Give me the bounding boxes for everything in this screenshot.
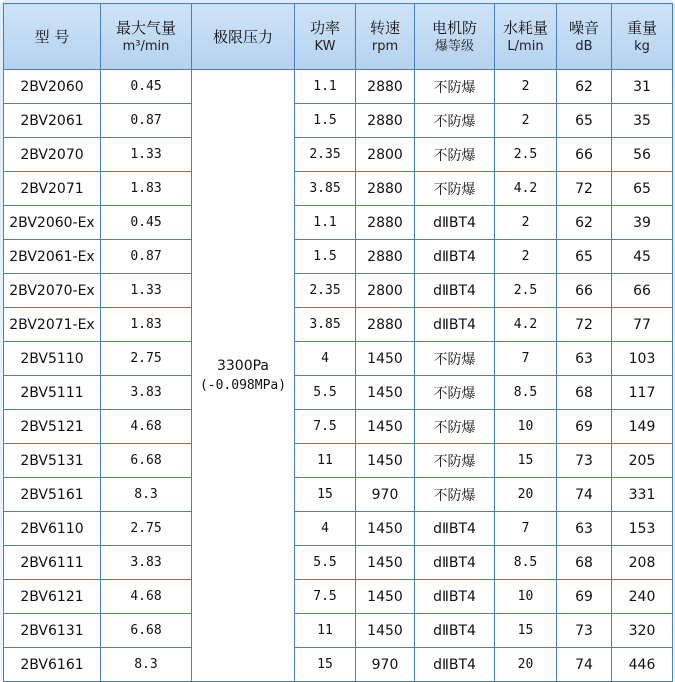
header-ultimate-pressure: 极限压力 (192, 4, 295, 70)
cell-weight: 446 (612, 648, 673, 682)
table-row (4, 580, 673, 614)
cell-power: 1.5 (295, 240, 356, 274)
cell-noise: 73 (557, 614, 612, 648)
cell-weight: 66 (612, 274, 673, 308)
header-speed: 转速 rpm (356, 4, 415, 70)
header-water-consumption: 水耗量 L/min (495, 4, 557, 70)
cell-model: 2BV6161 (4, 648, 101, 682)
table-row (4, 104, 673, 138)
cell-model: 2BV6111 (4, 546, 101, 580)
cell-explosion-grade: 不防爆 (415, 410, 495, 444)
header-noise: 噪音 dB (557, 4, 612, 70)
cell-speed: 2880 (356, 206, 415, 240)
cell-model: 2BV2071-Ex (4, 308, 101, 342)
cell-noise: 62 (557, 206, 612, 240)
cell-weight: 77 (612, 308, 673, 342)
header-model: 型 号 (4, 4, 101, 70)
cell-air-flow: 2.75 (101, 512, 192, 546)
cell-speed: 1450 (356, 410, 415, 444)
cell-air-flow: 1.33 (101, 274, 192, 308)
cell-water: 10 (495, 580, 557, 614)
cell-noise: 68 (557, 546, 612, 580)
table-row (4, 410, 673, 444)
cell-power: 5.5 (295, 376, 356, 410)
cell-ultimate-pressure (192, 70, 295, 682)
cell-power: 5.5 (295, 546, 356, 580)
cell-explosion-grade: dⅡBT4 (415, 546, 495, 580)
cell-air-flow: 3.83 (101, 546, 192, 580)
cell-noise: 66 (557, 274, 612, 308)
cell-speed: 2880 (356, 308, 415, 342)
cell-model: 2BV6110 (4, 512, 101, 546)
cell-weight: 240 (612, 580, 673, 614)
cell-speed: 2880 (356, 240, 415, 274)
cell-power: 7.5 (295, 580, 356, 614)
cell-air-flow: 2.75 (101, 342, 192, 376)
cell-weight: 331 (612, 478, 673, 512)
cell-speed: 1450 (356, 376, 415, 410)
cell-water: 2 (495, 70, 557, 104)
cell-noise: 73 (557, 444, 612, 478)
cell-speed: 1450 (356, 580, 415, 614)
cell-weight: 65 (612, 172, 673, 206)
cell-water: 20 (495, 478, 557, 512)
cell-explosion-grade: 不防爆 (415, 376, 495, 410)
table-row (4, 274, 673, 308)
cell-power: 11 (295, 614, 356, 648)
table-row (4, 376, 673, 410)
cell-model: 2BV2070 (4, 138, 101, 172)
cell-weight: 205 (612, 444, 673, 478)
cell-noise: 62 (557, 70, 612, 104)
cell-speed: 1450 (356, 614, 415, 648)
cell-power: 4 (295, 512, 356, 546)
cell-air-flow: 0.87 (101, 240, 192, 274)
cell-model: 2BV2071 (4, 172, 101, 206)
cell-air-flow: 0.45 (101, 70, 192, 104)
cell-noise: 72 (557, 308, 612, 342)
cell-water: 2.5 (495, 138, 557, 172)
cell-speed: 2800 (356, 274, 415, 308)
cell-explosion-grade: 不防爆 (415, 104, 495, 138)
table-row (4, 138, 673, 172)
cell-weight: 56 (612, 138, 673, 172)
cell-explosion-grade: dⅡBT4 (415, 648, 495, 682)
cell-model: 2BV5110 (4, 342, 101, 376)
pressure-mpa: (-0.098MPa) (199, 377, 287, 393)
cell-water: 2 (495, 206, 557, 240)
cell-power: 7.5 (295, 410, 356, 444)
table-row (4, 478, 673, 512)
cell-speed: 1450 (356, 342, 415, 376)
cell-air-flow: 1.83 (101, 308, 192, 342)
header-weight: 重量 kg (612, 4, 673, 70)
cell-explosion-grade: 不防爆 (415, 342, 495, 376)
cell-power: 15 (295, 478, 356, 512)
cell-explosion-grade: dⅡBT4 (415, 580, 495, 614)
cell-speed: 1450 (356, 546, 415, 580)
cell-model: 2BV5161 (4, 478, 101, 512)
cell-air-flow: 8.3 (101, 478, 192, 512)
cell-explosion-grade: dⅡBT4 (415, 206, 495, 240)
cell-weight: 208 (612, 546, 673, 580)
cell-noise: 63 (557, 512, 612, 546)
table-row (4, 648, 673, 682)
spec-table (3, 3, 673, 682)
table-row (4, 546, 673, 580)
cell-model: 2BV2061-Ex (4, 240, 101, 274)
cell-air-flow: 0.87 (101, 104, 192, 138)
cell-weight: 35 (612, 104, 673, 138)
cell-power: 1.1 (295, 70, 356, 104)
cell-speed: 2880 (356, 172, 415, 206)
table-row (4, 614, 673, 648)
cell-power: 1.5 (295, 104, 356, 138)
cell-weight: 320 (612, 614, 673, 648)
cell-air-flow: 6.68 (101, 444, 192, 478)
cell-noise: 72 (557, 172, 612, 206)
cell-model: 2BV5131 (4, 444, 101, 478)
table-row (4, 206, 673, 240)
cell-water: 2 (495, 104, 557, 138)
table-body (4, 70, 673, 682)
cell-noise: 65 (557, 104, 612, 138)
cell-speed: 2880 (356, 104, 415, 138)
table-row (4, 512, 673, 546)
cell-model: 2BV2070-Ex (4, 274, 101, 308)
cell-power: 15 (295, 648, 356, 682)
cell-explosion-grade: 不防爆 (415, 138, 495, 172)
cell-water: 10 (495, 410, 557, 444)
cell-explosion-grade: dⅡBT4 (415, 512, 495, 546)
cell-power: 4 (295, 342, 356, 376)
cell-noise: 65 (557, 240, 612, 274)
header-row (4, 4, 673, 70)
table-row (4, 172, 673, 206)
cell-explosion-grade: dⅡBT4 (415, 274, 495, 308)
cell-air-flow: 8.3 (101, 648, 192, 682)
cell-speed: 2800 (356, 138, 415, 172)
cell-noise: 68 (557, 376, 612, 410)
cell-model: 2BV5121 (4, 410, 101, 444)
cell-explosion-grade: 不防爆 (415, 172, 495, 206)
cell-noise: 69 (557, 580, 612, 614)
cell-water: 4.2 (495, 308, 557, 342)
cell-water: 2 (495, 240, 557, 274)
cell-speed: 970 (356, 648, 415, 682)
cell-weight: 45 (612, 240, 673, 274)
cell-power: 3.85 (295, 308, 356, 342)
cell-speed: 970 (356, 478, 415, 512)
cell-explosion-grade: dⅡBT4 (415, 308, 495, 342)
pressure-pa: 3300Pa (216, 357, 270, 374)
cell-power: 2.35 (295, 274, 356, 308)
cell-weight: 149 (612, 410, 673, 444)
cell-model: 2BV2060 (4, 70, 101, 104)
cell-water: 15 (495, 444, 557, 478)
cell-speed: 2880 (356, 70, 415, 104)
cell-model: 2BV6131 (4, 614, 101, 648)
table-row (4, 342, 673, 376)
cell-speed: 1450 (356, 512, 415, 546)
cell-air-flow: 1.33 (101, 138, 192, 172)
cell-model: 2BV2061 (4, 104, 101, 138)
header-power: 功率 KW (295, 4, 356, 70)
header-air-flow: 最大气量 m³/min (101, 4, 192, 70)
cell-weight: 31 (612, 70, 673, 104)
cell-air-flow: 4.68 (101, 410, 192, 444)
cell-model: 2BV2060-Ex (4, 206, 101, 240)
table-row (4, 240, 673, 274)
cell-explosion-grade: dⅡBT4 (415, 240, 495, 274)
cell-water: 2.5 (495, 274, 557, 308)
cell-power: 3.85 (295, 172, 356, 206)
cell-power: 1.1 (295, 206, 356, 240)
cell-air-flow: 6.68 (101, 614, 192, 648)
cell-water: 8.5 (495, 546, 557, 580)
cell-water: 20 (495, 648, 557, 682)
cell-water: 8.5 (495, 376, 557, 410)
cell-power: 2.35 (295, 138, 356, 172)
cell-air-flow: 3.83 (101, 376, 192, 410)
cell-water: 7 (495, 342, 557, 376)
cell-weight: 153 (612, 512, 673, 546)
table-row (4, 444, 673, 478)
cell-explosion-grade: 不防爆 (415, 444, 495, 478)
cell-explosion-grade: dⅡBT4 (415, 614, 495, 648)
cell-weight: 39 (612, 206, 673, 240)
cell-noise: 74 (557, 478, 612, 512)
cell-noise: 69 (557, 410, 612, 444)
cell-noise: 66 (557, 138, 612, 172)
cell-water: 15 (495, 614, 557, 648)
cell-model: 2BV6121 (4, 580, 101, 614)
cell-model: 2BV5111 (4, 376, 101, 410)
cell-air-flow: 4.68 (101, 580, 192, 614)
cell-air-flow: 1.83 (101, 172, 192, 206)
cell-water: 4.2 (495, 172, 557, 206)
cell-power: 11 (295, 444, 356, 478)
cell-air-flow: 0.45 (101, 206, 192, 240)
cell-explosion-grade: 不防爆 (415, 478, 495, 512)
table-row (4, 70, 673, 104)
cell-water: 7 (495, 512, 557, 546)
header-explosion-grade: 电机防 爆等级 (415, 4, 495, 70)
cell-noise: 63 (557, 342, 612, 376)
cell-speed: 1450 (356, 444, 415, 478)
cell-weight: 103 (612, 342, 673, 376)
cell-noise: 74 (557, 648, 612, 682)
cell-weight: 117 (612, 376, 673, 410)
table-row (4, 308, 673, 342)
cell-explosion-grade: 不防爆 (415, 70, 495, 104)
